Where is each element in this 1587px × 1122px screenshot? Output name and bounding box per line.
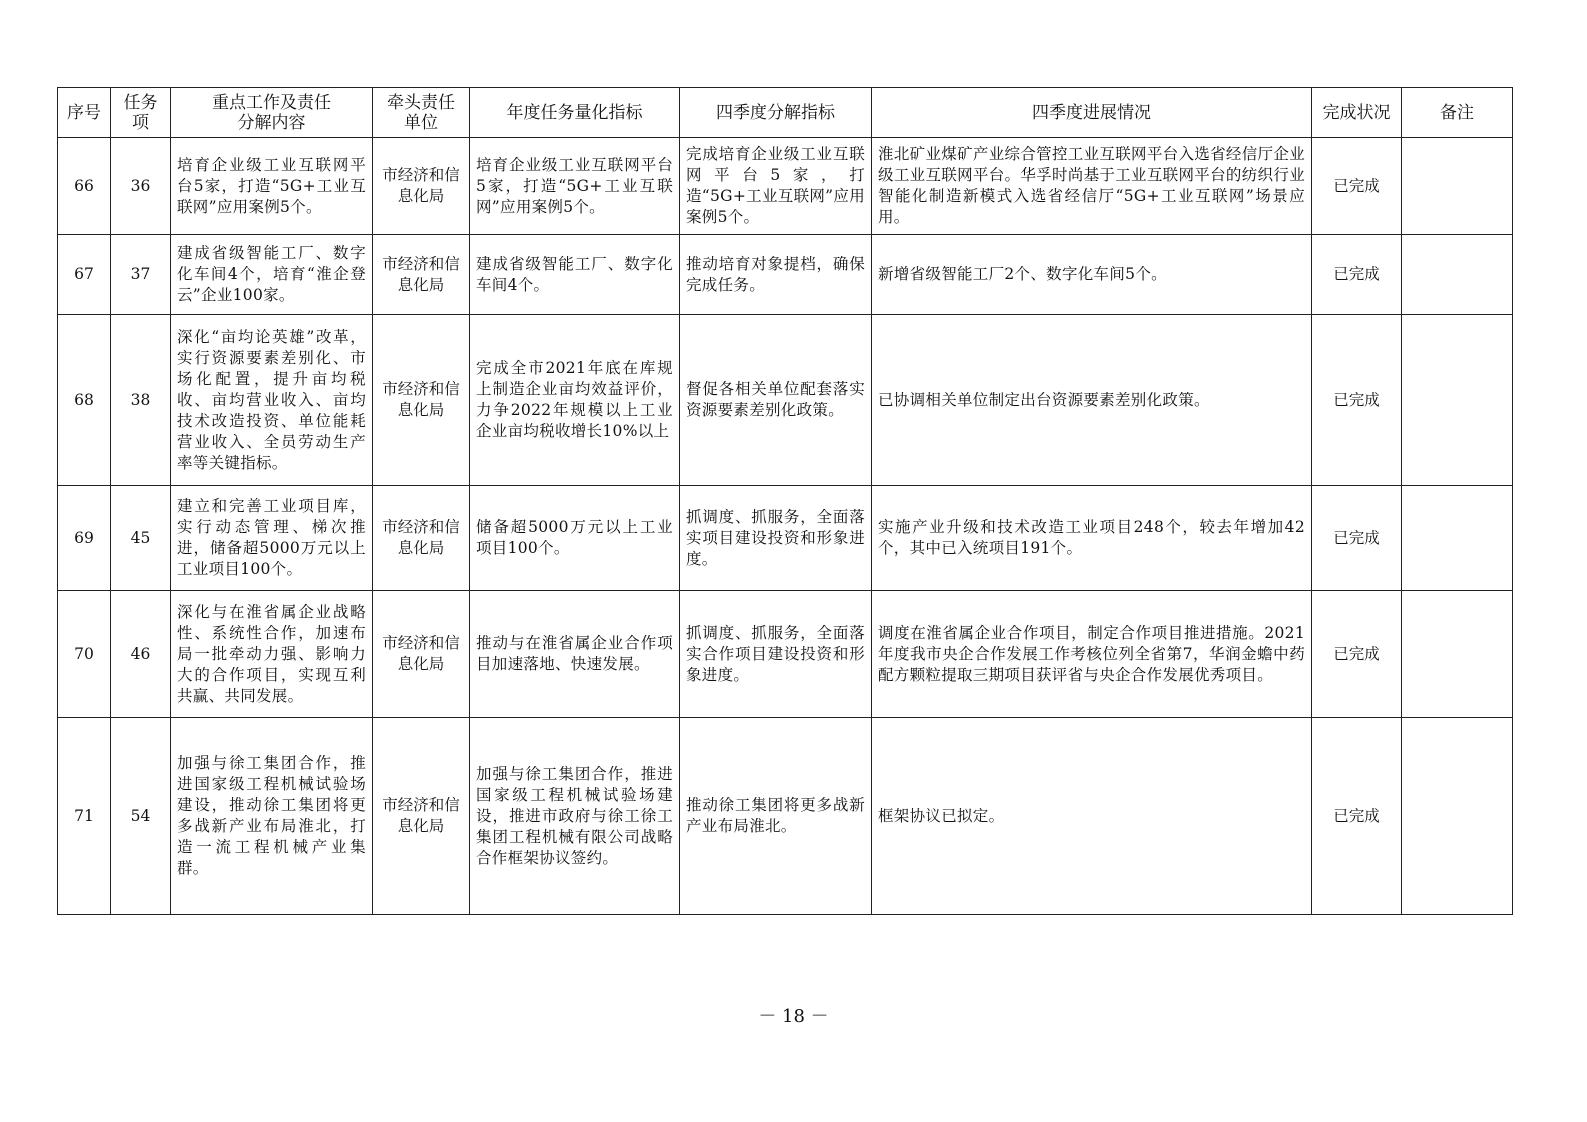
cell-status: 已完成 [1312, 315, 1402, 486]
cell-q4-progress: 调度在淮省属企业合作项目，制定合作项目推进措施。2021年度我市央企合作发展工作考核位列全省第7，华润金蟾中药配方颗粒提取三期项目获评省与央企合作发展优秀项目。 [872, 591, 1312, 718]
cell-seq: 69 [58, 486, 111, 591]
header-seq: 序号 [58, 88, 111, 138]
cell-q4-progress: 已协调相关单位制定出台资源要素差别化政策。 [872, 315, 1312, 486]
header-task: 任务项 [111, 88, 171, 138]
cell-content: 深化与在淮省属企业战略性、系统性合作，加速布局一批牵动力强、影响力大的合作项目，实现互利共赢、共同发展。 [171, 591, 373, 718]
cell-task: 36 [111, 138, 171, 235]
cell-task: 46 [111, 591, 171, 718]
cell-status: 已完成 [1312, 591, 1402, 718]
cell-unit: 市经济和信息化局 [373, 315, 470, 486]
cell-content: 深化“亩均论英雄”改革，实行资源要素差别化、市场化配置，提升亩均税收、亩均营业收入、亩均技术改造投资、单位能耗营业收入、全员劳动生产率等关键指标。 [171, 315, 373, 486]
header-content [171, 88, 373, 138]
header-unit [373, 88, 470, 138]
page-number: － 18 － [758, 1006, 829, 1027]
header-content-text: 重点工作及责任 分解内容 [212, 92, 331, 133]
cell-seq: 70 [58, 591, 111, 718]
cell-q4-target: 完成培育企业级工业互联网平台5家，打造“5G+工业互联网”应用案例5个。 [680, 138, 872, 235]
table-row [58, 718, 1513, 915]
cell-content: 加强与徐工集团合作，推进国家级工程机械试验场建设，推动徐工集团将更多战新产业布局淮北，打造一流工程机械产业集群。 [171, 718, 373, 915]
cell-annual: 培育企业级工业互联网平台5家，打造“5G+工业互联网”应用案例5个。 [470, 138, 680, 235]
cell-q4-target: 抓调度、抓服务，全面落实项目建设投资和形象进度。 [680, 486, 872, 591]
header-annual: 年度任务量化指标 [470, 88, 680, 138]
cell-task: 45 [111, 486, 171, 591]
cell-q4-progress: 淮北矿业煤矿产业综合管控工业互联网平台入选省经信厅企业级工业互联网平台。华孚时尚基于工业互联网平台的纺织行业智能化制造新模式入选省经信厅“5G+工业互联网”场景应用。 [872, 138, 1312, 235]
cell-seq: 71 [58, 718, 111, 915]
cell-unit: 市经济和信息化局 [373, 718, 470, 915]
cell-q4-target: 督促各相关单位配套落实资源要素差别化政策。 [680, 315, 872, 486]
cell-note [1402, 315, 1513, 486]
table-row [58, 138, 1513, 235]
cell-unit: 市经济和信息化局 [373, 486, 470, 591]
header-note: 备注 [1402, 88, 1513, 138]
cell-status: 已完成 [1312, 486, 1402, 591]
table-row [58, 235, 1513, 315]
cell-note [1402, 235, 1513, 315]
cell-status: 已完成 [1312, 718, 1402, 915]
table-row [58, 591, 1513, 718]
cell-unit: 市经济和信息化局 [373, 591, 470, 718]
header-unit-text: 牵头责任 单位 [387, 92, 455, 133]
cell-content: 培育企业级工业互联网平台5家，打造“5G+工业互联网”应用案例5个。 [171, 138, 373, 235]
cell-content: 建立和完善工业项目库，实行动态管理、梯次推进，储备超5000万元以上工业项目100个。 [171, 486, 373, 591]
progress-table [57, 87, 1513, 915]
cell-content: 建成省级智能工厂、数字化车间4个，培育“淮企登云”企业100家。 [171, 235, 373, 315]
cell-unit: 市经济和信息化局 [373, 235, 470, 315]
cell-q4-target: 推动培育对象提档，确保完成任务。 [680, 235, 872, 315]
table-header-row [58, 88, 1513, 138]
cell-seq: 66 [58, 138, 111, 235]
cell-q4-target: 推动徐工集团将更多战新产业布局淮北。 [680, 718, 872, 915]
cell-status: 已完成 [1312, 235, 1402, 315]
cell-task: 37 [111, 235, 171, 315]
cell-task: 38 [111, 315, 171, 486]
cell-note [1402, 486, 1513, 591]
cell-q4-target: 抓调度、抓服务，全面落实合作项目建设投资和形象进度。 [680, 591, 872, 718]
table-row [58, 486, 1513, 591]
cell-seq: 67 [58, 235, 111, 315]
cell-annual: 推动与在淮省属企业合作项目加速落地、快速发展。 [470, 591, 680, 718]
cell-q4-progress: 实施产业升级和技术改造工业项目248个，较去年增加42个，其中已入统项目191个。 [872, 486, 1312, 591]
cell-unit: 市经济和信息化局 [373, 138, 470, 235]
header-q4-progress: 四季度进展情况 [872, 88, 1312, 138]
cell-status: 已完成 [1312, 138, 1402, 235]
header-status: 完成状况 [1312, 88, 1402, 138]
cell-annual: 加强与徐工集团合作，推进国家级工程机械试验场建设，推进市政府与徐工徐工集团工程机械有限公司战略合作框架协议签约。 [470, 718, 680, 915]
cell-annual: 完成全市2021年底在库规上制造企业亩均效益评价，力争2022年规模以上工业企业亩均税收增长10%以上 [470, 315, 680, 486]
cell-seq: 68 [58, 315, 111, 486]
header-q4-target: 四季度分解指标 [680, 88, 872, 138]
cell-q4-progress: 新增省级智能工厂2个、数字化车间5个。 [872, 235, 1312, 315]
cell-annual: 储备超5000万元以上工业项目100个。 [470, 486, 680, 591]
cell-task: 54 [111, 718, 171, 915]
table-row [58, 315, 1513, 486]
cell-note [1402, 138, 1513, 235]
cell-annual: 建成省级智能工厂、数字化车间4个。 [470, 235, 680, 315]
cell-note [1402, 718, 1513, 915]
cell-q4-progress: 框架协议已拟定。 [872, 718, 1312, 915]
cell-note [1402, 591, 1513, 718]
